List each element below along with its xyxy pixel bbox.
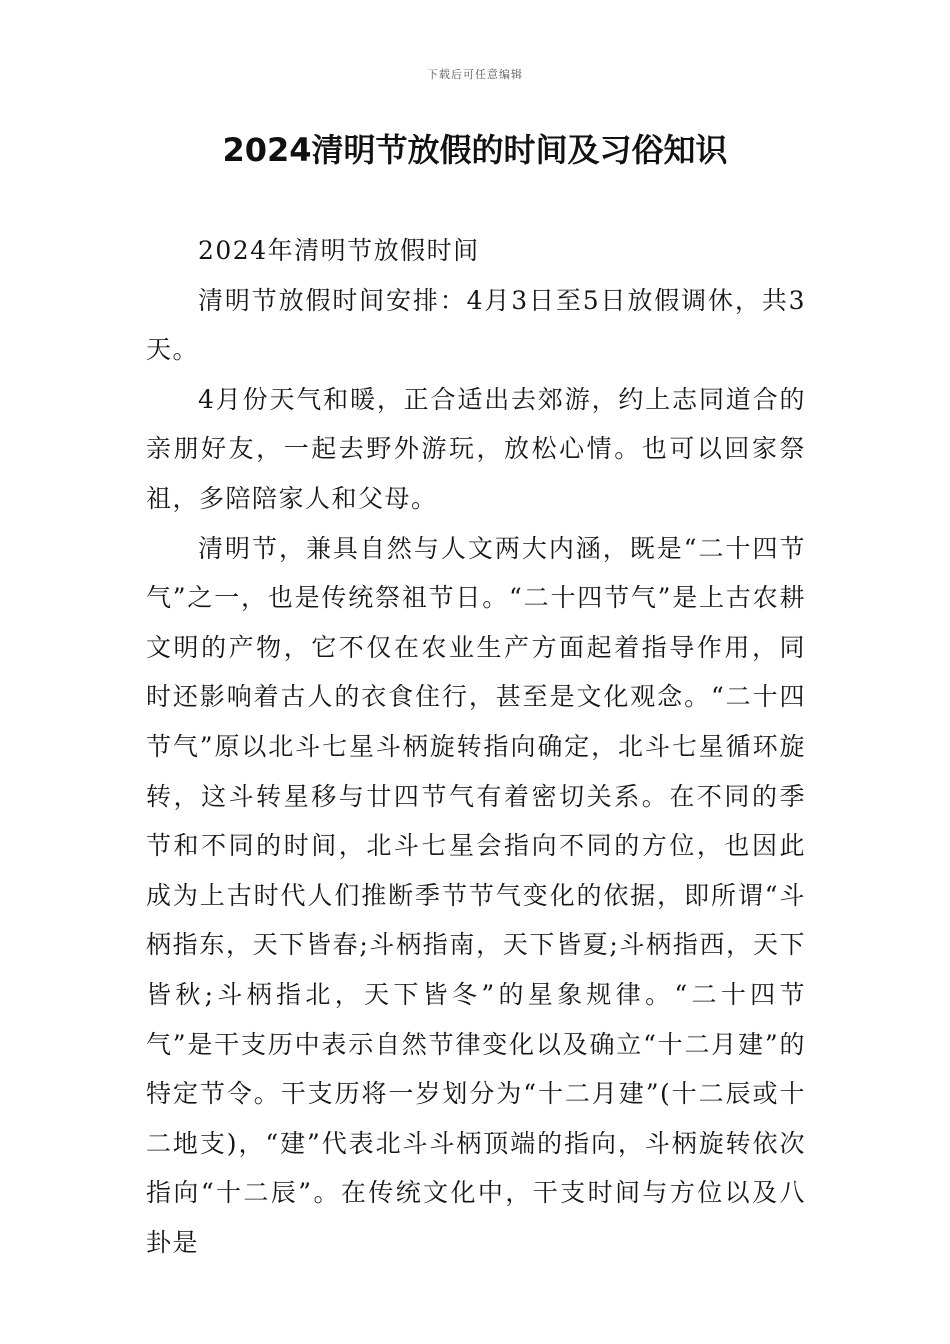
paragraph-holiday-schedule: 清明节放假时间安排：4月3日至5日放假调休，共3天。 — [146, 285, 806, 365]
paragraph-holiday-heading: 2024年清明节放假时间 — [198, 236, 480, 265]
download-note: 下载后可任意编辑 — [427, 68, 523, 81]
paragraph-april-outing: 4月份天气和暖，正合适出去郊游，约上志同道合的亲朋好友，一起去野外游玩，放松心情。也可以回家祭祖，多陪陪家人和父母。 — [146, 384, 806, 513]
paragraph-qingming-solar-terms: 清明节，兼具自然与人文两大内涵，既是“二十四节气”之一，也是传统祭祖节日。“二十四节气”是上古农耕文明的产物，它不仅在农业生产方面起着指导作用，同时还影响着古人的衣食住行，甚至是文化观念。“二十四节气”原以北斗七星斗柄旋转指向确定，北斗七星循环旋转，这斗转星移与廿四节气有着密切关系。在不同的季节和不同的时间，北斗七星会指向不同的方位，也因此成为上古时代人们推断季节节气变化的依据，即所谓“斗柄指东，天下皆春;斗柄指南，天下皆夏;斗柄指西，天下皆秋;斗柄指北，天下皆冬”的星象规律。“二十四节气”是干支历中表示自然节律变化以及确立“十二月建”的特定节令。干支历将一岁划分为“十二月建”(十二辰或十二地支)，“建”代表北斗斗柄顶端的指向，斗柄旋转依次指向“十二辰”。在传统文化中，干支时间与方位以及八卦是 — [146, 533, 806, 1257]
document-body — [146, 226, 806, 1267]
document-title: 2024清明节放假的时间及习俗知识 — [222, 131, 728, 169]
